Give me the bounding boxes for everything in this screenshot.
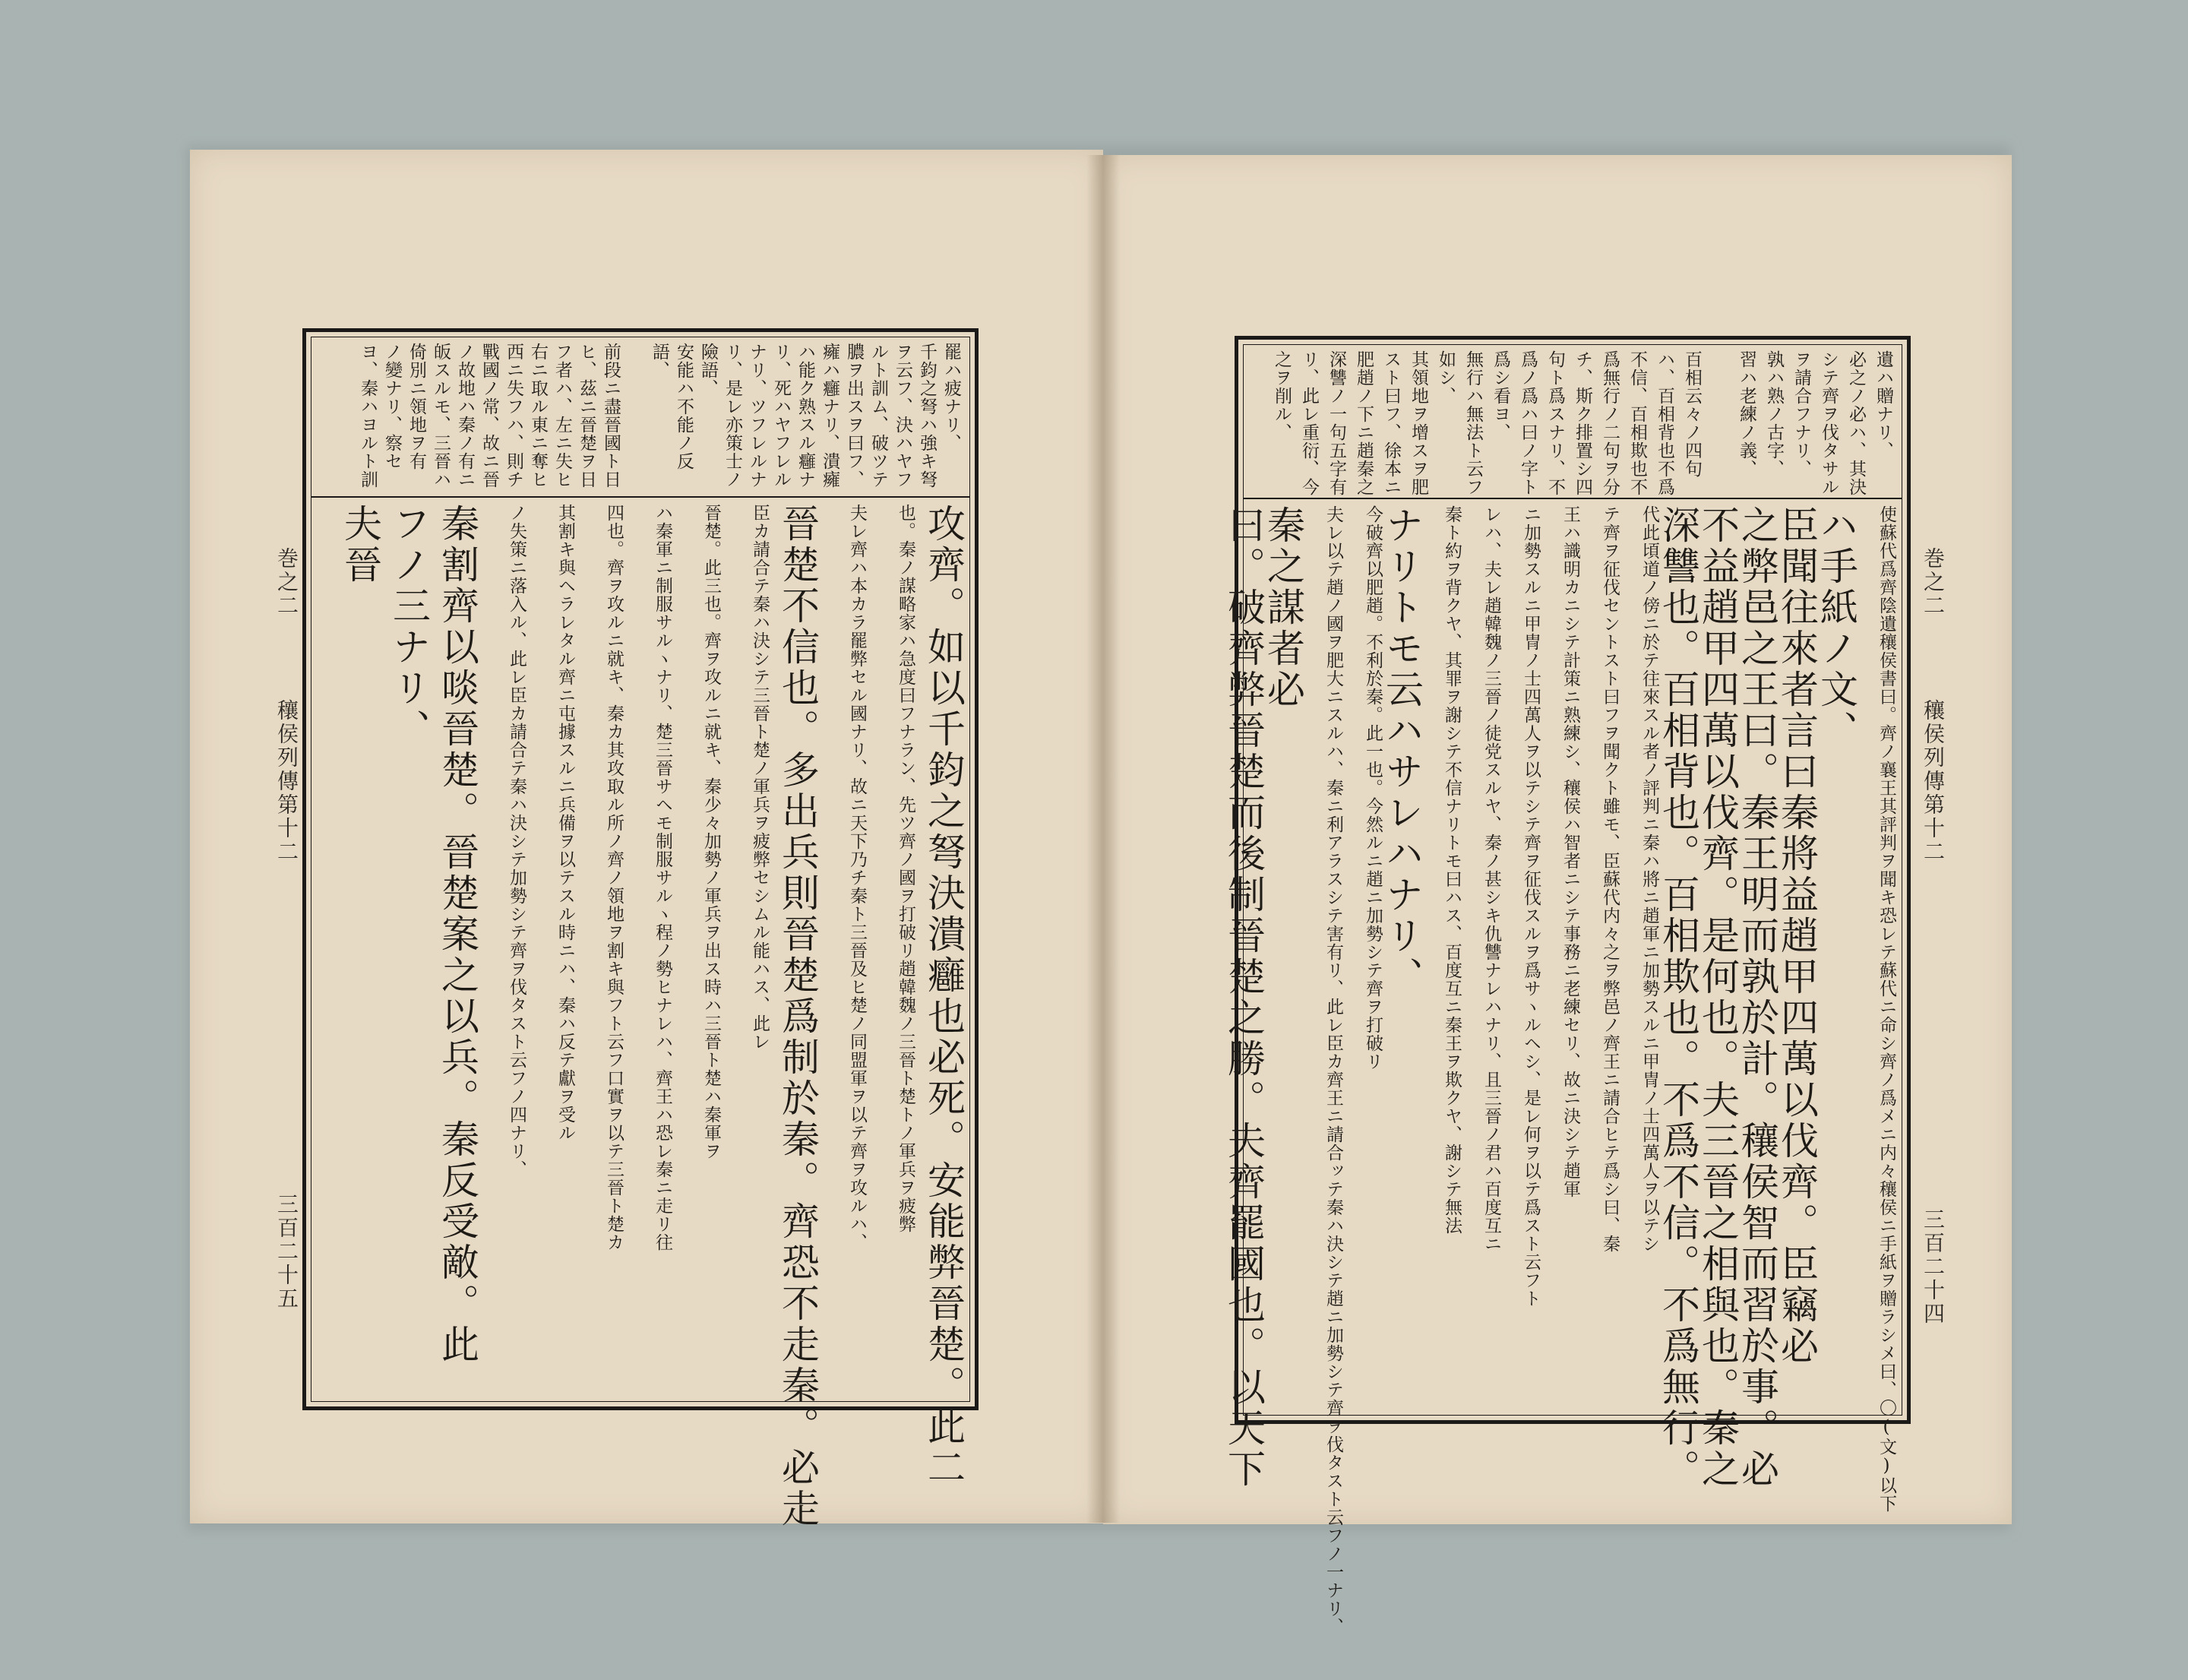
- head-note-column: 安能ハ不能ノ反: [674, 343, 694, 470]
- head-note-column: ヲ云フ、決ハヤフ: [893, 343, 912, 489]
- head-note-column: 深讐ノ一句五字有: [1326, 350, 1346, 496]
- body-text-column: 臣カ請合テ秦ハ決シテ三晉ト楚ノ軍兵ヲ疲弊セシムル能ハス、此レ: [750, 504, 770, 1051]
- body-text-column: 其割キ與ヘラレタル齊ニ屯據スルニ兵備ヲ以テスル時ニハ、秦ハ反テ獻ヲ受ル: [555, 504, 575, 1142]
- body-text-column: 王ハ識明カニシテ計策ニ熟練シ、穰侯ハ智者ニシテ事務ニ老練セリ、故ニ決シテ趙軍: [1560, 505, 1580, 1198]
- body-text-column: 秦割齊以啖晉楚。晉楚案之以兵。秦反受敵。此: [435, 504, 479, 1365]
- head-note-column: 險語、: [698, 343, 718, 397]
- head-note-column: 戰國ノ常、故ニ晉: [479, 343, 499, 489]
- head-note-column: ノ故地ハ秦ノ有ニ: [455, 343, 475, 489]
- body-text-column: ノ失策ニ落入ル、此レ臣カ請合テ秦ハ決シテ加勢シテ齊ヲ伐タスト云フノ四ナリ、: [507, 504, 526, 1179]
- head-note-column: スト曰フ、徐本ニ: [1381, 350, 1401, 496]
- body-text-column: 攻齊。如以千鈞之弩決潰癰也必死。安能弊晉楚。此二: [922, 504, 966, 1489]
- head-note-column: 習ハ老練ノ義、: [1737, 350, 1756, 478]
- head-note-column: 百相云々ノ四句: [1682, 350, 1702, 478]
- body-text-column: 代此頃道ノ傍ニ於テ往來スル者ノ評判ニ秦ハ將ニ趙軍ニ加勢スルニ甲冑ノ士四萬人ヲ以テシ: [1639, 505, 1659, 1253]
- head-note-column: フ者ハ、左ニ失ヒ: [552, 343, 572, 489]
- head-note-column: ハ、百相背也不爲: [1655, 350, 1674, 496]
- head-note-column: ナリ、ツフレルナ: [747, 343, 767, 489]
- body-text-column: 之弊邑之王曰。秦王明而孰於計。穰侯智而習於事。必: [1735, 505, 1779, 1490]
- head-note-column: 孰ハ熟ノ古字、: [1764, 350, 1784, 478]
- body-text-column: 晉楚不信也。多出兵則晉楚爲制於秦。齊恐不走秦。必走: [776, 504, 820, 1530]
- head-note-column: 前段ニ盡晉國ト日: [601, 343, 621, 489]
- head-note-column: 爲無行ノ二句ヲ分: [1600, 350, 1620, 496]
- head-note-column: シテ齊ヲ伐タサル: [1819, 350, 1839, 496]
- head-note-column: 如シ、: [1436, 350, 1456, 405]
- head-note-column: ヨ、秦ハヨルト訓: [358, 343, 378, 489]
- right-page-number: 三百二十四: [1921, 1208, 1946, 1326]
- right-chapter-title: 穰侯列傳第十二: [1921, 699, 1946, 864]
- body-text-column: ニ加勢スルニ甲冑ノ士四萬人ヲ以テシテ齊ヲ征伐スルヲ爲サヽルヘシ、是レ何ヲ以テ爲スト云フト: [1521, 505, 1541, 1308]
- head-note-column: リ、死ハヤフレル: [771, 343, 791, 489]
- body-text-column: 夫レ齊ハ本カラ罷弊セル國ナリ、故ニ天下乃チ秦ト三晉及ヒ楚ノ同盟軍ヲ以テ齊ヲ攻ルハ、: [847, 504, 867, 1251]
- head-note-column: 癕ハ癰ナリ、潰癕: [820, 343, 839, 489]
- head-note-column: リ、是レ亦策士ノ: [722, 343, 742, 489]
- left-chapter-label: 巻之二: [274, 547, 299, 618]
- head-note-column: 無行ハ無法ト云フ: [1463, 350, 1483, 496]
- head-note-column: 爲ノ爲ハ曰ノ字ト: [1518, 350, 1538, 496]
- head-note-column: 語、: [650, 343, 669, 379]
- head-note-column: ヲ請合フナリ、: [1791, 350, 1811, 478]
- body-text-column: 也。秦ノ謀略家ハ急度曰フナラン、先ツ齊ノ國ヲ打破リ趙韓魏ノ三晉ト楚トノ軍兵ヲ疲弊: [896, 504, 915, 1233]
- right-head-divider: [1243, 498, 1902, 499]
- head-note-column: 之ヲ削ル、: [1272, 350, 1292, 441]
- body-text-column: ナリトモ云ハサレハナリ、: [1380, 505, 1424, 998]
- left-chapter-title: 穰侯列傳第十二: [274, 699, 299, 864]
- head-note-column: 不信、百相欺也不: [1627, 350, 1647, 496]
- head-note-column: 肥趙ノ下ニ趙秦之: [1354, 350, 1374, 496]
- body-text-column: 使蘇代爲齊陰遺穰侯書曰。齊ノ襄王其評判ヲ聞キ恐レテ蘇代ニ命シ齊ノ爲メニ内々穰侯ニ手紙ヲ贈ラシメ曰、〇(文)以下: [1877, 505, 1896, 1513]
- left-head-divider: [311, 496, 970, 498]
- body-text-column: ハ手紙ノ文、: [1814, 505, 1858, 751]
- body-text-column: 曰。破齊弊晉楚而後制晉楚之勝。夫齊罷國也。以天下: [1222, 505, 1266, 1490]
- body-text-column: 秦ト約ヲ背クヤ、其罪ヲ謝シテ不信ナリトモ曰ハス、百度互ニ秦王ヲ欺クヤ、謝シテ無法: [1442, 505, 1462, 1235]
- head-note-column: 必之ノ必ハ、其決: [1846, 350, 1866, 496]
- head-note-column: 皈スルモ、三晉ハ: [431, 343, 451, 489]
- head-note-column: チ、斯ク排置シ四: [1573, 350, 1592, 496]
- head-note-column: 句ト爲スナリ、不: [1545, 350, 1565, 496]
- head-note-column: 千鈞之弩ハ強キ弩: [917, 343, 937, 489]
- head-note-column: ルト訓ム、破ツテ: [868, 343, 888, 489]
- head-note-column: リ、此レ重衍、今: [1299, 350, 1319, 496]
- head-note-column: ハ能ク熟スル癰ナ: [795, 343, 815, 489]
- head-note-column: 西ニ失フハ、則チ: [504, 343, 523, 489]
- right-text-frame: [1222, 336, 1911, 1636]
- body-text-column: 深讐也。百相背也。百相欺也。不爲不信。不爲無行。: [1656, 505, 1700, 1490]
- body-text-column: 今破齊以肥趙。不利於秦。此一也。今然ルニ趙ニ加勢シテ齊ヲ打破リ: [1363, 505, 1383, 1071]
- book-gutter: [1086, 155, 1120, 1523]
- body-text-column: 夫レ以テ趙ノ國ヲ肥大ニスルハ、秦ニ利アラスシテ害有リ、此レ臣カ齊王ニ請合ッテ秦ハ決シテ趙ニ加勢シテ齊ヲ伐タスト云フノ一ナリ、: [1323, 505, 1343, 1636]
- head-note-column: 膿ヲ出スヲ曰フ、: [844, 343, 864, 489]
- body-text-column: 臣聞往來者言曰秦將益趙甲四萬以伐齊。臣竊必: [1775, 505, 1819, 1367]
- head-note-column: 右ニ取ル東ニ奪ヒ: [528, 343, 548, 489]
- head-note-column: 罷ハ疲ナリ、: [941, 343, 961, 452]
- head-note-column: ノ變ナリ、察セ: [382, 343, 402, 470]
- head-note-column: ヒ、茲ニ晉楚ヲ日: [577, 343, 596, 489]
- head-note-column: 倚別ニ領地ヲ有: [406, 343, 426, 470]
- head-note-column: 爲シ看ヨ、: [1491, 350, 1510, 441]
- right-chapter-label: 巻之二: [1921, 547, 1946, 618]
- body-text-column: レハ、夫レ趙韓魏ノ三晉ノ徒党スルヤ、秦ノ甚シキ仇讐ナレハナリ、且三晉ノ君ハ百度互ニ: [1481, 505, 1501, 1253]
- body-text-column: 秦之謀者必: [1261, 505, 1305, 710]
- body-text-column: テ齊ヲ征伐セントスト曰フヲ聞クト雖モ、臣蘇代内々之ヲ弊邑ノ齊王ニ請合ヒテ爲シ曰、秦: [1600, 505, 1620, 1253]
- head-note-column: 遺ハ贈ナリ、: [1873, 350, 1893, 460]
- body-text-column: フノ三ナリ、: [387, 504, 431, 750]
- left-text-frame: [302, 328, 979, 1530]
- head-note-column: 其領地ヲ增スヲ肥: [1409, 350, 1428, 496]
- body-text-column: 晉楚。此三也。齊ヲ攻ルニ就キ、秦少々加勢ノ軍兵ヲ出ス時ハ三晉ト楚ハ秦軍ヲ: [701, 504, 721, 1160]
- body-text-column: 不益趙甲四萬以伐齊。是何也。夫三晉之相與也。秦之: [1696, 505, 1740, 1490]
- body-text-column: 四也。齊ヲ攻ルニ就キ、秦カ其攻取ル所ノ齊ノ領地ヲ割キ與フト云フ口實ヲ以テ三晉ト楚カ: [604, 504, 624, 1251]
- body-text-column: ハ秦軍ニ制服サルヽナリ、楚三晉サヘモ制服サルヽ程ノ勢ヒナレハ、齊王ハ恐レ秦ニ走リ往: [653, 504, 672, 1251]
- left-page-number: 三百二十五: [274, 1193, 299, 1311]
- body-text-column: 夫晉: [338, 504, 382, 586]
